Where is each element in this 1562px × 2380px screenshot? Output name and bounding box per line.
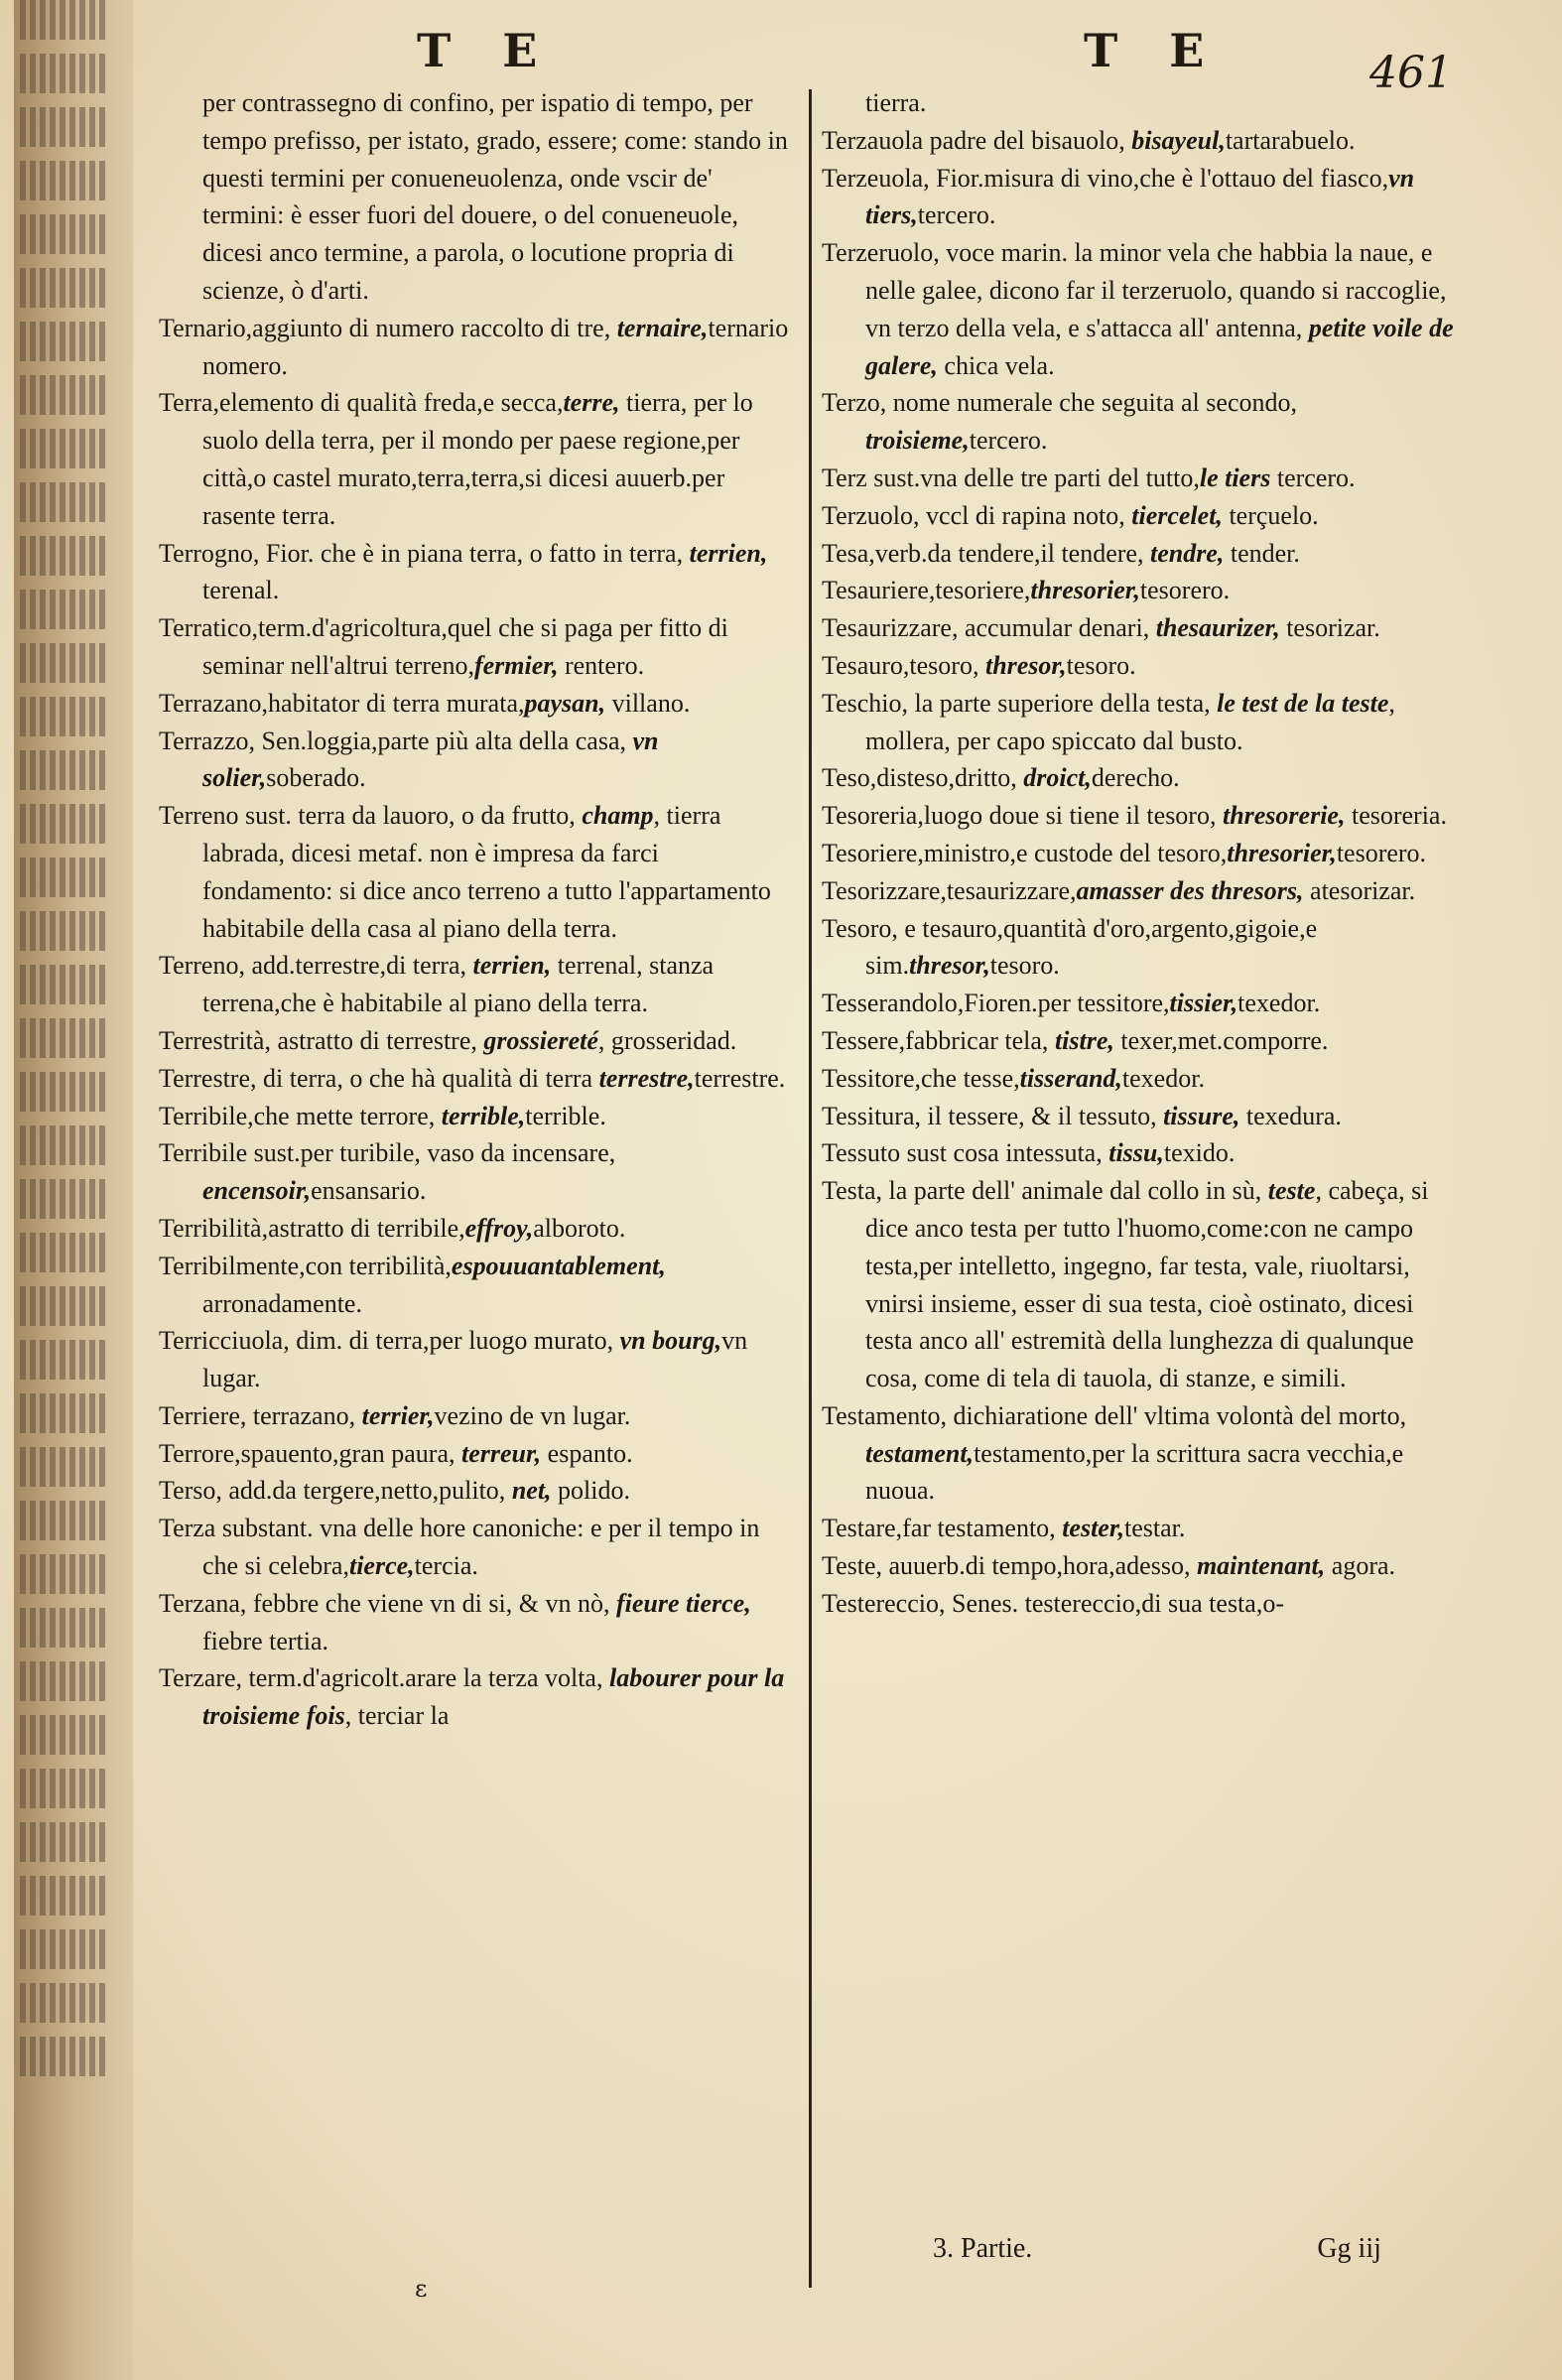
- dictionary-entry: [159, 310, 794, 385]
- dictionary-entry: [822, 647, 1467, 685]
- french-equivalent: tisserand,: [1019, 1063, 1122, 1093]
- dictionary-entry: [822, 1547, 1467, 1585]
- french-equivalent: testament,: [865, 1438, 975, 1468]
- entry-text: terrestre.: [694, 1063, 786, 1093]
- french-equivalent: bisayeul,: [1131, 125, 1226, 155]
- entry-text: tesorizar.: [1279, 613, 1380, 643]
- entry-text: Terriere, terrazano,: [159, 1400, 362, 1430]
- french-equivalent: tierce,: [348, 1551, 415, 1581]
- dictionary-entry: [159, 609, 794, 685]
- french-equivalent: thresorier,: [1030, 576, 1140, 605]
- dictionary-entry: [159, 1022, 794, 1060]
- entry-text: Terrazano,habitator di terra murata,: [159, 688, 525, 718]
- entry-text: Terribilità,astratto di terribile,: [159, 1213, 465, 1243]
- entry-text: Teso,disteso,dritto,: [822, 763, 1024, 793]
- entry-text: chica vela.: [937, 350, 1055, 380]
- entry-text: Tesoreria,luogo doue si tiene il tesoro,: [822, 801, 1223, 831]
- french-equivalent: terreur,: [460, 1438, 542, 1468]
- dictionary-entry: [822, 535, 1467, 573]
- dictionary-entry: [159, 1585, 794, 1660]
- entry-text: Tesoro, e tesauro,quantità d'oro,argento,gigoie,e sim.: [822, 913, 1318, 981]
- french-equivalent: vn tiers,: [865, 163, 1415, 230]
- entry-text: texer,met.comporre.: [1113, 1025, 1329, 1055]
- entry-text: Terricciuola, dim. di terra,per luogo murato,: [159, 1326, 620, 1356]
- french-equivalent: amasser des thresors,: [1076, 875, 1304, 905]
- entry-text: polido.: [551, 1476, 630, 1506]
- entry-text: tartarabuelo.: [1225, 125, 1356, 155]
- entry-text: texedura.: [1239, 1101, 1342, 1130]
- dictionary-entry: [822, 759, 1467, 797]
- entry-text: atesorizar.: [1303, 875, 1416, 905]
- dictionary-entry: [822, 835, 1467, 872]
- ornament-mark: ɛ: [415, 2275, 428, 2303]
- french-equivalent: terrien,: [472, 951, 552, 981]
- adjacent-page-edge: [14, 0, 133, 2380]
- entry-text: Teste, auuerb.di tempo,hora,adesso,: [822, 1551, 1197, 1581]
- entry-text: ternario nomero.: [202, 313, 789, 380]
- french-equivalent: paysan,: [524, 688, 606, 718]
- entry-text: Terzare, term.d'agricolt.arare la terza volta,: [159, 1663, 609, 1693]
- french-equivalent: tissure,: [1163, 1101, 1240, 1130]
- entry-text: Testare,far testamento,: [822, 1514, 1063, 1543]
- entry-text: Tesauro,tesoro,: [822, 650, 985, 680]
- entry-text: Ternario,aggiunto di numero raccolto di tre,: [159, 313, 617, 342]
- dictionary-entry: [159, 1322, 794, 1397]
- french-equivalent: droict,: [1023, 763, 1092, 793]
- page-number: 461: [1369, 48, 1453, 98]
- dictionary-entry: [822, 1134, 1467, 1172]
- entry-text: villano.: [605, 688, 691, 718]
- entry-text: tercia.: [414, 1551, 478, 1581]
- dictionary-entry: [159, 1248, 794, 1323]
- dictionary-entry: [159, 1472, 794, 1510]
- dictionary-entry: [822, 1510, 1467, 1547]
- page-footer: [933, 2233, 1489, 2265]
- entry-text: terenal.: [202, 576, 280, 605]
- entry-text: Tesaurizzare, accumular denari,: [822, 613, 1156, 643]
- entry-text: texedor.: [1237, 989, 1321, 1018]
- dictionary-entry: [159, 535, 794, 610]
- entry-text: Terrazzo, Sen.loggia,parte più alta della casa,: [159, 726, 633, 755]
- entry-text: alboroto.: [533, 1213, 626, 1243]
- entry-text: , terciar la: [344, 1701, 450, 1731]
- entry-text: arronadamente.: [202, 1288, 362, 1318]
- entry-text: Terrestrità, astratto di terrestre,: [159, 1025, 484, 1055]
- entry-text: vn lugar.: [202, 1326, 748, 1393]
- dictionary-entry: [159, 685, 794, 723]
- left-running-head: T E: [417, 24, 556, 77]
- dictionary-entry: [822, 1172, 1467, 1397]
- dictionary-entry: [822, 609, 1467, 647]
- dictionary-entry: [159, 1134, 794, 1210]
- french-equivalent: teste: [1267, 1176, 1316, 1206]
- french-equivalent: ternaire,: [616, 313, 709, 342]
- entry-text: texido.: [1163, 1138, 1236, 1168]
- entry-text: terrible.: [525, 1101, 606, 1130]
- entry-text: derecho.: [1091, 763, 1180, 793]
- french-equivalent: fieure tierce,: [615, 1588, 751, 1618]
- french-equivalent: maintenant,: [1196, 1551, 1326, 1581]
- french-equivalent: vn solier,: [202, 726, 659, 793]
- dictionary-entry: [822, 1060, 1467, 1098]
- entry-text: Tessuto sust cosa intessuta,: [822, 1138, 1109, 1168]
- entry-text: rentero.: [558, 650, 645, 680]
- dictionary-entry: [159, 1397, 794, 1435]
- entry-text: Terratico,term.d'agricoltura,quel che si paga per fitto di seminar nell'altrui terreno,: [159, 613, 728, 680]
- french-equivalent: encensoir,: [202, 1176, 312, 1206]
- french-equivalent: thresorerie,: [1222, 801, 1346, 831]
- dictionary-entry: [159, 84, 794, 310]
- entry-text: Terrestre, di terra, o che hà qualità di terra: [159, 1063, 599, 1093]
- entry-text: , grosseridad.: [597, 1025, 737, 1055]
- entry-text: Terzuolo, vccl di rapina noto,: [822, 500, 1132, 530]
- dictionary-entry: [822, 910, 1467, 986]
- dictionary-entry: [159, 947, 794, 1022]
- entry-text: tesoro.: [989, 951, 1060, 981]
- dictionary-entry: [822, 685, 1467, 760]
- entry-text: tierra, per lo suolo della terra, per il mondo per paese regione,per città,o castel murato,terra,terra,si dicesi auuerb.per rasente terra.: [202, 388, 753, 530]
- dictionary-entry: [159, 1210, 794, 1248]
- french-equivalent: thresor,: [909, 951, 990, 981]
- entry-text: , mollera, per capo spiccato dal busto.: [865, 688, 1395, 755]
- entry-text: Tesauriere,tesoriere,: [822, 576, 1031, 605]
- entry-text: fiebre tertia.: [202, 1626, 329, 1655]
- entry-text: Terreno, add.terrestre,di terra,: [159, 951, 473, 981]
- french-equivalent: terrible,: [441, 1101, 526, 1130]
- french-equivalent: labourer pour la troisieme fois: [202, 1663, 785, 1731]
- entry-text: Terrore,spauento,gran paura,: [159, 1438, 461, 1468]
- entry-text: tesorero.: [1139, 576, 1231, 605]
- french-equivalent: le test de la teste: [1217, 688, 1389, 718]
- gathering-mark: Gg iij: [1317, 2233, 1381, 2264]
- french-equivalent: tissu,: [1108, 1138, 1164, 1168]
- french-equivalent: troisieme,: [865, 426, 970, 456]
- french-equivalent: tistre,: [1054, 1025, 1114, 1055]
- dictionary-entry: [822, 497, 1467, 535]
- column-divider: [809, 89, 812, 2288]
- french-equivalent: terrestre,: [598, 1063, 695, 1093]
- french-equivalent: tendre,: [1149, 538, 1225, 568]
- entry-text: vezino de vn lugar.: [434, 1400, 631, 1430]
- entry-text: Teschio, la parte superiore della testa,: [822, 688, 1218, 718]
- entry-text: testar.: [1124, 1514, 1186, 1543]
- entry-text: Terzeuola, Fior.misura di vino,che è l'ottauo del fiasco,: [822, 163, 1389, 193]
- right-column: [822, 84, 1467, 1623]
- dictionary-entry: [159, 723, 794, 798]
- dictionary-entry: [159, 384, 794, 534]
- entry-text: ensansario.: [311, 1176, 427, 1206]
- right-running-head: T E: [1084, 24, 1223, 77]
- entry-text: soberado.: [266, 763, 366, 793]
- dictionary-entry: [822, 572, 1467, 609]
- french-equivalent: vn bourg,: [619, 1326, 722, 1356]
- french-equivalent: grossiereté: [483, 1025, 598, 1055]
- entry-text: tesoro.: [1066, 650, 1136, 680]
- french-equivalent: effroy,: [464, 1213, 534, 1243]
- entry-text: Terz sust.vna delle tre parti del tutto,: [822, 463, 1200, 492]
- dictionary-entry: [822, 460, 1467, 497]
- french-equivalent: terre,: [563, 388, 620, 418]
- entry-text: terçuelo.: [1222, 500, 1319, 530]
- entry-text: tender.: [1224, 538, 1300, 568]
- entry-text: Tessere,fabbricar tela,: [822, 1025, 1055, 1055]
- entry-text: Testa, la parte dell' animale dal collo in sù,: [822, 1176, 1268, 1206]
- dictionary-entry: [822, 384, 1467, 460]
- entry-text: testamento,per la scrittura sacra vecchia,e nuoua.: [865, 1438, 1404, 1506]
- entry-text: tercero.: [969, 426, 1048, 456]
- entry-text: Terzana, febbre che viene vn di si, & vn nò,: [159, 1588, 616, 1618]
- entry-text: Testamento, dichiaratione dell' vltima volontà del morto,: [822, 1400, 1407, 1430]
- french-equivalent: terrien,: [689, 538, 768, 568]
- entry-text: Tessitore,che tesse,: [822, 1063, 1020, 1093]
- entry-text: tierra.: [865, 88, 927, 117]
- entry-text: espanto.: [541, 1438, 633, 1468]
- entry-text: Tesorizzare,tesaurizzare,: [822, 875, 1077, 905]
- dictionary-entry: [822, 160, 1467, 235]
- entry-text: Terreno sust. terra da lauoro, o da frutto,: [159, 801, 583, 831]
- entry-text: Terso, add.da tergere,netto,pulito,: [159, 1476, 512, 1506]
- entry-text: tercero.: [917, 200, 996, 230]
- dictionary-entry: [159, 1098, 794, 1135]
- dictionary-entry: [159, 797, 794, 947]
- entry-text: Terra,elemento di qualità freda,e secca,: [159, 388, 564, 418]
- french-equivalent: thesaurizer,: [1155, 613, 1280, 643]
- entry-text: tercero.: [1270, 463, 1356, 492]
- entry-text: Tesoriere,ministro,e custode del tesoro,: [822, 838, 1228, 867]
- dictionary-entry: [822, 797, 1467, 835]
- entry-text: Terza substant. vna delle hore canoniche: e per il tempo in che si celebra,: [159, 1514, 760, 1581]
- french-equivalent: espouuantablement,: [451, 1251, 666, 1280]
- entry-text: Terzo, nome numerale che seguita al secondo,: [822, 388, 1297, 418]
- french-equivalent: thresor,: [984, 650, 1067, 680]
- entry-text: Terribile sust.per turibile, vaso da incensare,: [159, 1138, 616, 1168]
- dictionary-entry: [159, 1659, 794, 1735]
- french-equivalent: thresorier,: [1227, 838, 1337, 867]
- dictionary-entry: [822, 122, 1467, 160]
- french-equivalent: terrier,: [361, 1400, 435, 1430]
- entry-text: terrenal, stanza terrena,che è habitabile al piano della terra.: [202, 951, 715, 1018]
- dictionary-entry: [159, 1435, 794, 1473]
- entry-text: Tesserandolo,Fioren.per tessitore,: [822, 989, 1170, 1018]
- french-equivalent: petite voile de galere,: [865, 313, 1454, 380]
- french-equivalent: champ: [582, 801, 654, 831]
- entry-text: tesoreria.: [1345, 801, 1447, 831]
- entry-text: agora.: [1325, 1551, 1396, 1581]
- french-equivalent: tiercelet,: [1131, 500, 1223, 530]
- dictionary-entry: [822, 1022, 1467, 1060]
- entry-text: texedor.: [1121, 1063, 1205, 1093]
- entry-text: Tesa,verb.da tendere,il tendere,: [822, 538, 1150, 568]
- french-equivalent: net,: [511, 1476, 552, 1506]
- french-equivalent: fermier,: [473, 650, 559, 680]
- entry-text: Tessitura, il tessere, & il tessuto,: [822, 1101, 1164, 1130]
- french-equivalent: tissier,: [1169, 989, 1238, 1018]
- entry-text: , tierra labrada, dicesi metaf. non è impresa da farci fondamento: si dice anco terreno a tutto l'appartamento habitabile della casa al piano della terra.: [202, 801, 771, 943]
- entry-text: Terzauola padre del bisauolo,: [822, 125, 1132, 155]
- dictionary-entry: [822, 1098, 1467, 1135]
- entry-text: Terribilmente,con terribilità,: [159, 1251, 452, 1280]
- french-equivalent: tester,: [1062, 1514, 1125, 1543]
- dictionary-entry: [822, 84, 1467, 122]
- french-equivalent: le tiers: [1199, 463, 1271, 492]
- dictionary-entry: [159, 1060, 794, 1098]
- signature-mark: 3. Partie.: [933, 2233, 1033, 2264]
- dictionary-entry: [822, 1585, 1467, 1623]
- dictionary-entry: [822, 872, 1467, 910]
- dictionary-entry: [159, 1510, 794, 1585]
- dictionary-entry: [822, 234, 1467, 384]
- dictionary-entry: [822, 985, 1467, 1022]
- entry-text: Terribile,che mette terrore,: [159, 1101, 442, 1130]
- entry-text: Terzeruolo, voce marin. la minor vela che habbia la naue, e nelle galee, dicono far il terzeruolo, quando si raccoglie, vn terzo della vela, e s'attacca all' antenna,: [822, 238, 1447, 342]
- entry-text: Terrogno, Fior. che è in piana terra, o fatto in terra,: [159, 538, 690, 568]
- entry-text: per contrassegno di confino, per ispatio di tempo, per tempo prefisso, per istato, grado, essere; come: stando in questi termini per conueneuolenza, onde vscir de' termini: è esser fuori del douere, o del conueneuole, dicesi anco termine, a parola, o locutione propria di scienze, ò d'arti.: [202, 88, 788, 305]
- entry-text: Testereccio, Senes. testereccio,di sua testa,o-: [822, 1588, 1284, 1618]
- left-column: [159, 84, 794, 1735]
- entry-text: , cabeça, si dice anco testa per tutto l'huomo,come:con ne campo testa,per intelletto, ingegno, far testa, vale, riuoltarsi, vnirsi insieme, esser di sua testa, cioè ostinato, dicesi testa anco all' estremità della lunghezza di qualunque cosa, come di tela di tauola, di stanze, e simili.: [865, 1176, 1429, 1393]
- dictionary-entry: [822, 1397, 1467, 1510]
- entry-text: tesorero.: [1336, 838, 1427, 867]
